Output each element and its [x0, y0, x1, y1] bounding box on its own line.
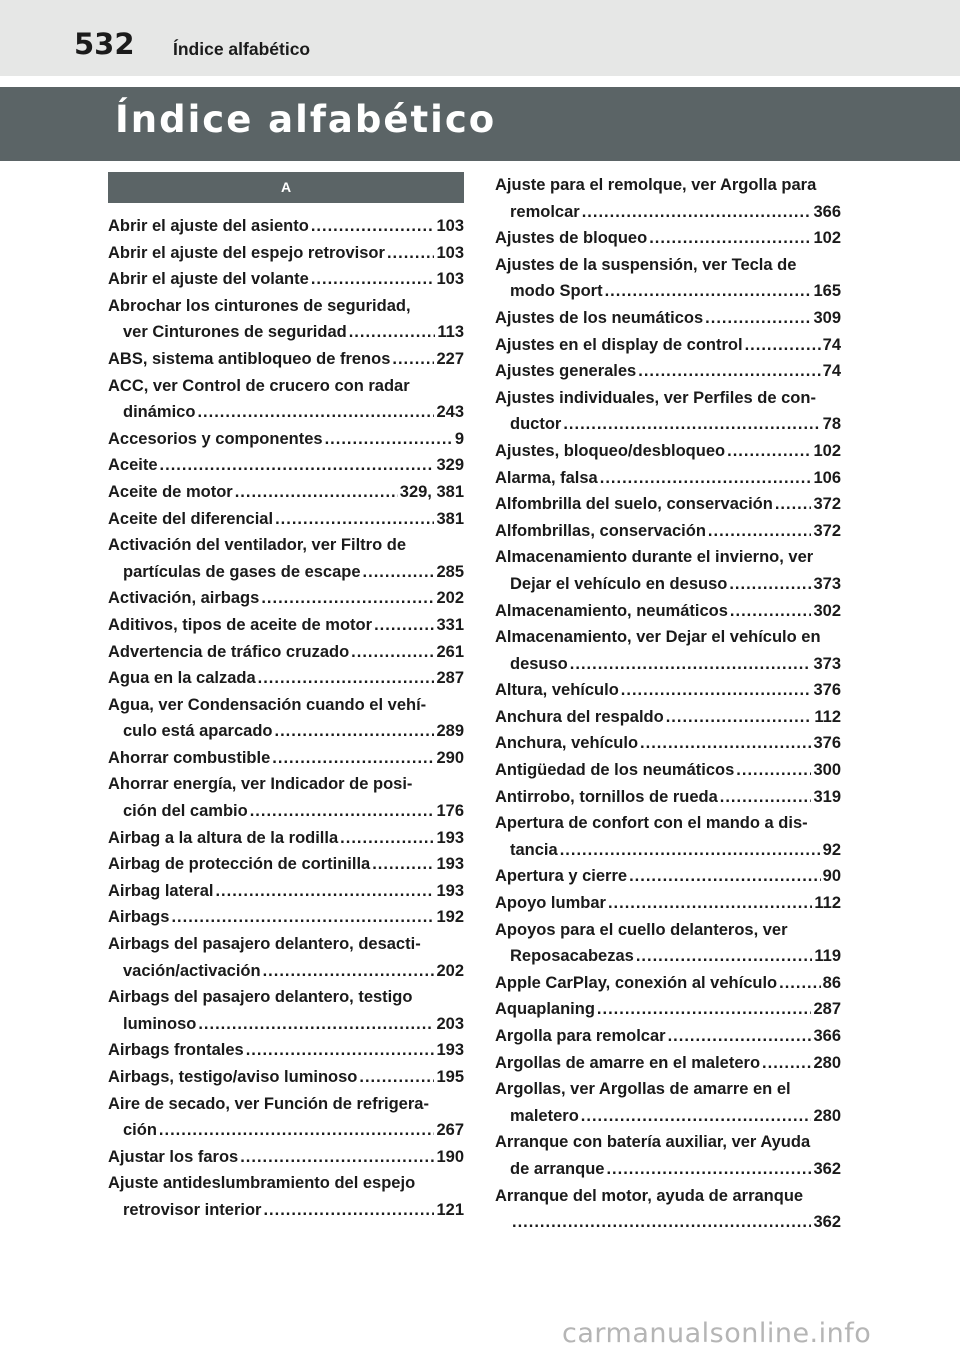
- dot-leader: [197, 399, 434, 426]
- index-entry: [108, 426, 464, 453]
- entry-pages: 92: [822, 840, 841, 859]
- index-entry: [495, 225, 841, 252]
- page-title: Índice alfabético: [115, 98, 497, 141]
- dot-leader: [246, 1037, 435, 1064]
- dot-leader: [374, 612, 434, 639]
- entry-text: luminoso: [123, 1014, 197, 1033]
- entry-text: Apertura y cierre: [495, 867, 628, 886]
- index-entry: [108, 639, 464, 666]
- entry-text: Ajustar los faros: [108, 1147, 239, 1166]
- index-entry: [495, 890, 841, 917]
- index-entry: [495, 358, 841, 385]
- entry-text: Dejar el vehículo en desuso: [510, 574, 728, 593]
- entry-pages: 113: [437, 323, 464, 342]
- entry-text: Apple CarPlay, conexión al vehículo: [495, 973, 778, 992]
- index-entry: [108, 240, 464, 267]
- dot-leader: [351, 639, 434, 666]
- entry-text: modo Sport: [510, 282, 603, 301]
- dot-leader: [159, 1117, 435, 1144]
- dot-leader: [272, 745, 434, 772]
- index-entry: [495, 518, 841, 545]
- entry-pages: 103: [436, 243, 464, 262]
- entry-text: Ajustes en el display de control: [495, 335, 743, 354]
- dot-leader: [171, 904, 434, 931]
- section-header-a: A: [108, 172, 464, 203]
- dot-leader: [563, 411, 820, 438]
- entry-pages: 362: [813, 1213, 841, 1232]
- dot-leader: [666, 704, 813, 731]
- entry-pages: 86: [822, 973, 841, 992]
- entry-pages: 193: [436, 881, 464, 900]
- dot-leader: [198, 1011, 434, 1038]
- entry-pages: 112: [814, 707, 841, 726]
- dot-leader: [629, 863, 821, 890]
- entry-pages: 290: [436, 748, 464, 767]
- entry-text: desuso: [510, 654, 568, 673]
- index-entry: [108, 904, 464, 931]
- index-entry: [108, 532, 464, 585]
- index-entry: [495, 305, 841, 332]
- index-entry: [108, 293, 464, 346]
- index-entry: [495, 624, 841, 677]
- index-entry: [495, 757, 841, 784]
- entry-pages: 280: [813, 1053, 841, 1072]
- index-entry: [495, 784, 841, 811]
- page-number: 532: [74, 27, 135, 61]
- dot-leader: [736, 757, 811, 784]
- index-entry: [495, 970, 841, 997]
- index-column-left: [108, 172, 464, 1224]
- index-entry: [495, 917, 841, 970]
- dot-leader: [762, 1050, 811, 1077]
- entry-pages: 362: [813, 1159, 841, 1178]
- index-entry: [495, 1076, 841, 1129]
- index-entry: [108, 878, 464, 905]
- entry-pages: 376: [813, 734, 841, 753]
- entry-text: Ajuste antideslumbramiento del espejo: [108, 1174, 416, 1193]
- entry-pages: 287: [813, 1000, 841, 1019]
- index-list-right: [495, 172, 841, 1236]
- entry-text: Arranque del motor, ayuda de arranque: [495, 1186, 804, 1205]
- entry-text: Ajustes de los neumáticos: [495, 308, 704, 327]
- dot-leader: [608, 890, 812, 917]
- entry-text: Airbag lateral: [108, 881, 214, 900]
- entry-pages: 193: [436, 1041, 464, 1060]
- dot-leader: [274, 718, 434, 745]
- entry-pages: 261: [436, 642, 464, 661]
- entry-pages: 267: [436, 1121, 464, 1140]
- dot-leader: [745, 332, 821, 359]
- entry-pages: 112: [814, 894, 841, 913]
- dot-leader: [363, 559, 435, 586]
- entry-pages: 331: [436, 615, 464, 634]
- entry-pages: 176: [436, 802, 464, 821]
- entry-text: Anchura del respaldo: [495, 707, 664, 726]
- dot-leader: [649, 225, 811, 252]
- dot-leader: [708, 518, 812, 545]
- entry-pages: 289: [436, 722, 464, 741]
- dot-leader: [359, 1064, 434, 1091]
- index-entry: [495, 598, 841, 625]
- dot-leader: [779, 970, 821, 997]
- entry-pages: 90: [822, 867, 841, 886]
- index-entry: [108, 213, 464, 240]
- entry-text: vación/activación: [123, 961, 261, 980]
- dot-leader: [235, 479, 398, 506]
- entry-text: ABS, sistema antibloqueo de frenos: [108, 349, 391, 368]
- dot-leader: [311, 213, 435, 240]
- index-entry: [495, 544, 841, 597]
- entry-text: Aquaplaning: [495, 1000, 595, 1019]
- dot-leader: [582, 199, 812, 226]
- entry-pages: 119: [814, 947, 841, 966]
- entry-text: Argollas, ver Argollas de amarre en el: [495, 1080, 791, 1099]
- entry-pages: 78: [822, 415, 841, 434]
- dot-leader: [636, 943, 813, 970]
- entry-text: Alfombrillas, conservación: [495, 521, 706, 540]
- dot-leader: [668, 1023, 812, 1050]
- index-entry: [495, 385, 841, 438]
- dot-leader: [349, 319, 436, 346]
- entry-pages: 376: [813, 681, 841, 700]
- index-entry: [108, 612, 464, 639]
- entry-pages: 203: [436, 1014, 464, 1033]
- entry-pages: 329: [436, 456, 464, 475]
- entry-text: Airbags frontales: [108, 1041, 244, 1060]
- index-entry: [495, 332, 841, 359]
- entry-text: Arranque con batería auxiliar, ver Ayuda: [495, 1133, 811, 1152]
- entry-text: Ajustes, bloqueo/desbloqueo: [495, 441, 726, 460]
- entry-pages: 366: [813, 1027, 841, 1045]
- dot-leader: [606, 1156, 811, 1183]
- entry-pages: 202: [436, 589, 464, 608]
- entry-text: Aceite de motor: [108, 482, 233, 501]
- entry-text: Almacenamiento durante el invierno, ver: [495, 548, 814, 567]
- index-entry: [108, 266, 464, 293]
- entry-text: ción: [123, 1121, 157, 1140]
- entry-pages: 103: [436, 270, 464, 289]
- entry-text: Agua en la calzada: [108, 669, 256, 688]
- index-entry: [495, 252, 841, 305]
- index-entry: [108, 1170, 464, 1223]
- dot-leader: [263, 958, 435, 985]
- entry-pages: 9: [454, 429, 464, 448]
- entry-pages: 193: [436, 828, 464, 847]
- entry-text: Antigüedad de los neumáticos: [495, 761, 735, 780]
- dot-leader: [261, 585, 434, 612]
- index-list-left: [108, 213, 464, 1224]
- entry-text: Aditivos, tipos de aceite de motor: [108, 615, 373, 634]
- entry-pages: 302: [813, 601, 841, 620]
- running-title: Índice alfabético: [173, 39, 311, 59]
- index-entry: [108, 771, 464, 824]
- entry-text: Ajustes generales: [495, 362, 637, 381]
- index-entry: [108, 452, 464, 479]
- dot-leader: [597, 996, 812, 1023]
- entry-text: Argollas de amarre en el maletero: [495, 1053, 761, 1072]
- dot-leader: [512, 1209, 811, 1236]
- dot-leader: [387, 240, 435, 267]
- entry-text: Antirrobo, tornillos de rueda: [495, 787, 718, 806]
- entry-text: Reposacabezas: [510, 947, 634, 966]
- entry-text: Almacenamiento, ver Dejar el vehículo en: [495, 628, 821, 647]
- entry-text: dinámico: [123, 403, 196, 422]
- entry-text: Apertura de confort con el mando a dis-: [495, 814, 808, 833]
- index-entry: [108, 373, 464, 426]
- index-column-right: [495, 172, 841, 1236]
- dot-leader: [727, 438, 811, 465]
- index-entry: [108, 1144, 464, 1171]
- index-entry: [108, 1037, 464, 1064]
- index-entry: [495, 810, 841, 863]
- index-entry: [108, 1064, 464, 1091]
- dot-leader: [263, 1197, 434, 1224]
- entry-pages: 74: [822, 335, 841, 354]
- dot-leader: [258, 665, 435, 692]
- dot-leader: [605, 278, 812, 305]
- entry-text: Ajustes de bloqueo: [495, 229, 648, 248]
- index-entry: [108, 692, 464, 745]
- watermark: carmanualsonline.info: [562, 1318, 872, 1349]
- entry-text: tancia: [510, 840, 558, 859]
- entry-text: Abrir el ajuste del asiento: [108, 217, 309, 235]
- entry-text: Activación del ventilador, ver Filtro de: [108, 536, 406, 555]
- index-entry: [108, 931, 464, 984]
- entry-pages: 193: [436, 855, 464, 874]
- entry-text: ción del cambio: [123, 802, 248, 821]
- dot-leader: [730, 598, 812, 625]
- entry-text: Ajustes de la suspensión, ver Tecla de: [495, 255, 797, 274]
- entry-pages: 366: [813, 202, 841, 221]
- entry-text: culo está aparcado: [123, 722, 273, 741]
- entry-pages: 243: [436, 403, 464, 422]
- entry-pages: 373: [813, 574, 841, 593]
- entry-text: Ahorrar combustible: [108, 748, 271, 767]
- index-entry: [495, 1050, 841, 1077]
- dot-leader: [729, 571, 811, 598]
- entry-text: Altura, vehículo: [495, 681, 619, 700]
- entry-pages: 287: [436, 669, 464, 688]
- index-entry: [495, 465, 841, 492]
- dot-leader: [372, 851, 434, 878]
- dot-leader: [250, 798, 435, 825]
- entry-pages: 202: [436, 961, 464, 980]
- entry-text: Alfombrilla del suelo, conservación: [495, 495, 773, 514]
- dot-leader: [705, 305, 811, 332]
- entry-text: Airbags, testigo/aviso luminoso: [108, 1068, 358, 1086]
- entry-pages: 280: [813, 1106, 841, 1125]
- index-entry: [108, 506, 464, 533]
- index-entry: [495, 677, 841, 704]
- index-entry: [495, 863, 841, 890]
- entry-text: Airbags del pasajero delantero, desacti-: [108, 935, 421, 954]
- index-entry: [108, 585, 464, 612]
- entry-pages: 319: [813, 787, 841, 806]
- index-entry: [108, 984, 464, 1037]
- index-entry: [495, 730, 841, 757]
- entry-text: Ajustes individuales, ver Perfiles de con-: [495, 388, 816, 407]
- entry-text: de arranque: [510, 1159, 605, 1178]
- index-entry: [495, 172, 841, 225]
- entry-text: Ajuste para el remolque, ver Argolla para: [495, 176, 817, 194]
- entry-text: Airbags del pasajero delantero, testigo: [108, 988, 413, 1007]
- dot-leader: [640, 730, 811, 757]
- entry-text: ACC, ver Control de crucero con radar: [108, 376, 410, 395]
- index-entry: [495, 438, 841, 465]
- entry-pages: 106: [813, 468, 841, 487]
- entry-text: Ahorrar energía, ver Indicador de posi-: [108, 775, 413, 794]
- entry-pages: 329, 381: [399, 482, 464, 501]
- entry-pages: 285: [436, 562, 464, 581]
- entry-text: ver Cinturones de seguridad: [123, 323, 347, 342]
- index-entry: [108, 479, 464, 506]
- dot-leader: [340, 825, 434, 852]
- dot-leader: [160, 452, 435, 479]
- entry-pages: 192: [436, 908, 464, 927]
- entry-pages: 381: [436, 509, 464, 528]
- entry-text: Alarma, falsa: [495, 468, 598, 487]
- entry-text: maletero: [510, 1106, 579, 1125]
- index-entry: [108, 825, 464, 852]
- index-entry: [495, 1023, 841, 1050]
- entry-text: retrovisor interior: [123, 1200, 262, 1219]
- entry-pages: 372: [813, 495, 841, 514]
- dot-leader: [775, 491, 812, 518]
- dot-leader: [392, 346, 434, 373]
- entry-text: Airbag a la altura de la rodilla: [108, 828, 339, 847]
- entry-text: partículas de gases de escape: [123, 562, 361, 581]
- entry-pages: 373: [813, 654, 841, 673]
- entry-text: Abrir el ajuste del espejo retrovisor: [108, 243, 385, 262]
- dot-leader: [600, 465, 812, 492]
- dot-leader: [275, 506, 434, 533]
- index-entry: [495, 996, 841, 1023]
- entry-pages: 102: [813, 441, 841, 460]
- index-entry: [495, 491, 841, 518]
- index-entry: [495, 1129, 841, 1182]
- dot-leader: [325, 426, 453, 453]
- entry-text: Aceite: [108, 456, 158, 475]
- dot-leader: [215, 878, 434, 905]
- entry-pages: 102: [813, 229, 841, 248]
- entry-pages: 195: [436, 1068, 464, 1086]
- entry-pages: 309: [813, 308, 841, 327]
- entry-pages: 103: [436, 217, 464, 235]
- index-entry: [108, 1091, 464, 1144]
- dot-leader: [560, 837, 821, 864]
- entry-text: Anchura, vehículo: [495, 734, 639, 753]
- entry-text: Airbags: [108, 908, 170, 927]
- index-entry: [495, 1183, 841, 1236]
- dot-leader: [581, 1103, 812, 1130]
- entry-text: Abrir el ajuste del volante: [108, 270, 309, 289]
- entry-text: Aceite del diferencial: [108, 509, 274, 528]
- index-entry: [495, 704, 841, 731]
- index-entry: [108, 851, 464, 878]
- entry-text: Aire de secado, ver Función de refrigera-: [108, 1094, 429, 1113]
- dot-leader: [240, 1144, 434, 1171]
- entry-text: Accesorios y componentes: [108, 429, 323, 448]
- entry-text: Apoyo lumbar: [495, 894, 606, 913]
- entry-text: Airbag de protección de cortinilla: [108, 855, 371, 874]
- entry-text: Activación, airbags: [108, 589, 260, 608]
- dot-leader: [311, 266, 435, 293]
- index-entry: [108, 665, 464, 692]
- index-entry: [108, 745, 464, 772]
- entry-text: ductor: [510, 415, 562, 434]
- dot-leader: [720, 784, 812, 811]
- entry-text: Agua, ver Condensación cuando el vehí-: [108, 695, 427, 714]
- entry-text: Advertencia de tráfico cruzado: [108, 642, 350, 661]
- entry-text: Argolla para remolcar: [495, 1027, 666, 1045]
- entry-pages: 300: [813, 761, 841, 780]
- entry-text: Almacenamiento, neumáticos: [495, 601, 728, 620]
- dot-leader: [621, 677, 812, 704]
- entry-pages: 227: [436, 349, 464, 368]
- entry-pages: 372: [813, 521, 841, 540]
- header-strip: [0, 0, 960, 76]
- entry-pages: 121: [436, 1200, 464, 1219]
- dot-leader: [638, 358, 820, 385]
- entry-pages: 165: [813, 282, 841, 301]
- index-entry: [108, 346, 464, 373]
- entry-pages: 190: [436, 1147, 464, 1166]
- entry-text: Abrochar los cinturones de seguridad,: [108, 296, 411, 315]
- entry-text: Apoyos para el cuello delanteros, ver: [495, 920, 788, 939]
- dot-leader: [570, 651, 812, 678]
- entry-pages: 74: [822, 362, 841, 381]
- entry-text: remolcar: [510, 202, 580, 221]
